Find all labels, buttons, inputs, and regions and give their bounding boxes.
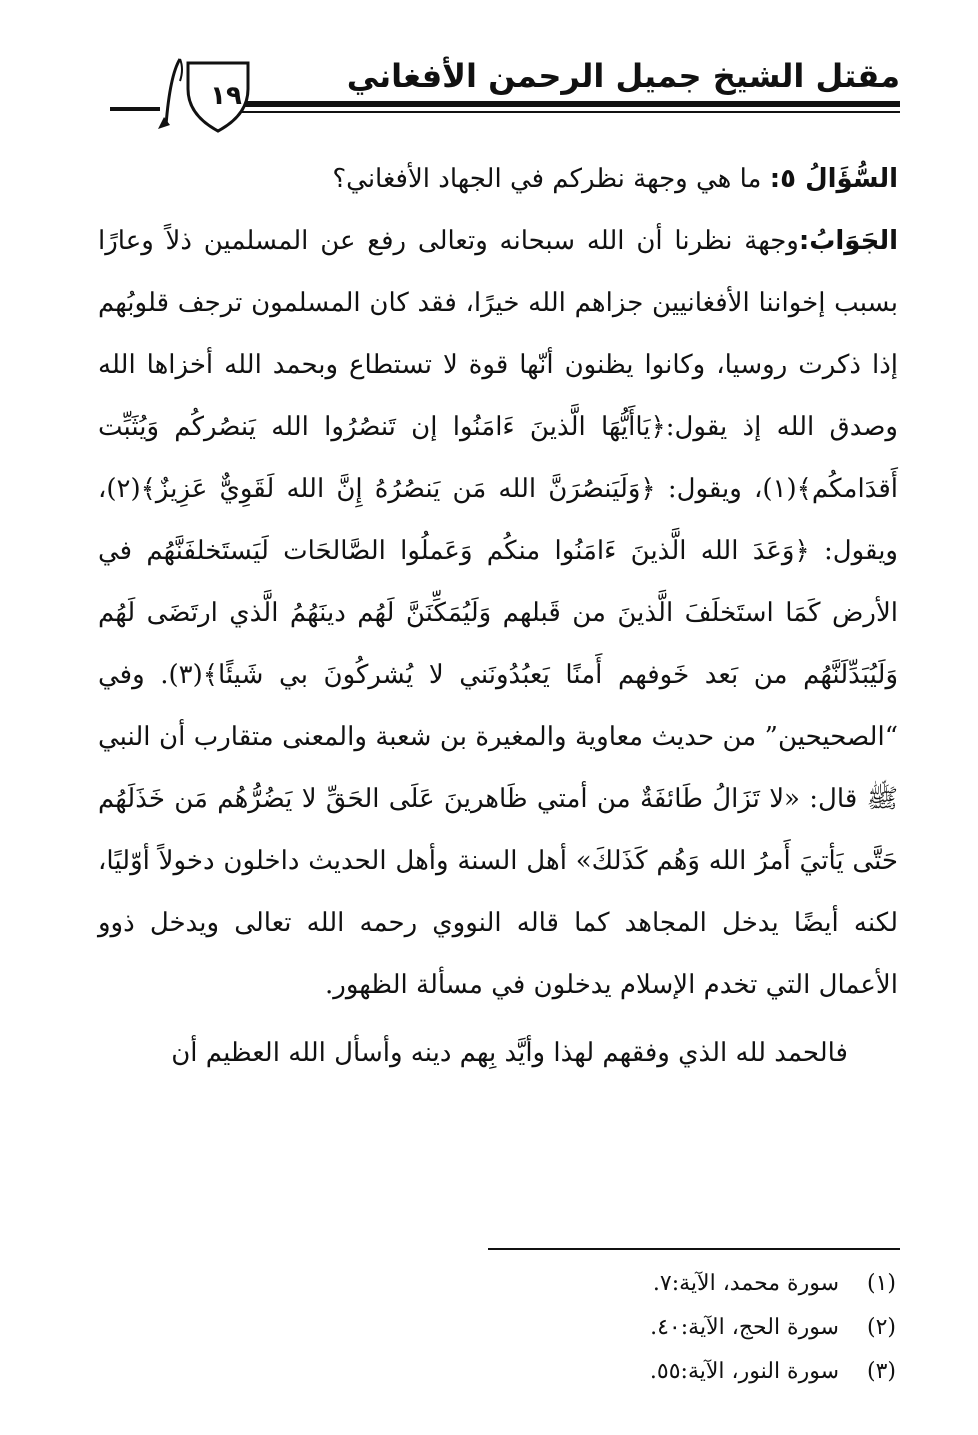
footnote-2: [196, 1306, 896, 1350]
page-number: ١٩: [210, 81, 242, 111]
footnote-3: [196, 1350, 896, 1394]
page-header: [110, 55, 900, 135]
footnote-text: سورة النور، الآية:٥٥.: [649, 1359, 839, 1384]
footnote-number: (٢): [866, 1315, 896, 1340]
page-body: [98, 148, 898, 1084]
question-paragraph: [98, 148, 898, 210]
page-number-badge: [140, 55, 250, 135]
question-text: ما هي وجهة نظركم في الجهاد الأفغاني؟: [332, 164, 762, 194]
footnote-1: [196, 1262, 896, 1306]
footnote-divider: [488, 1248, 900, 1250]
answer-text: وجهة نظرنا أن الله سبحانه وتعالى رفع عن المسلمين ذلاً وعارًا بسبب إخواننا الأفغانيين جزاهم الله خيرًا، فقد كان المسلمون ترجف قلوبُهم إذا ذكرت روسيا، وكانوا يظنون أنّها قوة لا تستطاع وبحمد الله أخزاها الله وصدق الله إذ يقول:﴿يَاأَيُّهَا الَّذينَ ءَامَنُوا إن تَنصُرُوا الله يَنصُركُم وَيُثَبِّت أَقدَامكُم﴾(١)، ويقول: ﴿وَلَيَنصُرَنَّ الله مَن يَنصُرُهُ إِنَّ الله لَقَوِيٌّ عَزِيزٌ﴾(٢)، ويقول: ﴿وَعَدَ الله الَّذينَ ءَامَنُوا منكُم وَعَملُوا الصَّالحَات لَيَستَخلفَنَّهُم في الأرض كَمَا استَخلَفَ الَّذينَ من قَبلهم وَلَيُمَكِّنَنَّ لَهُم دينَهُمُ الَّذي ارتَضَى لَهُم وَلَيُبَدِّلَنَّهُم من بَعد خَوفهم أَمنًا يَعبُدُونَني لا يُشركُونَ بي شَيئًا﴾(٣). وفي “الصحيحين” من حديث معاوية والمغيرة بن شعبة والمعنى متقارب أن النبي ﷺ قال: «لا تَزَالُ طَائفَةٌ من أمتي ظَاهرينَ عَلَى الحَقِّ لا يَضُرُّهُم مَن خَذَلَهُم حَتَّى يَأتيَ أَمرُ الله وَهُم كَذَلكَ» أهل السنة وأهل الحديث داخلون دخولاً أوّليًا، لكنه أيضًا يدخل المجاهد كما قاله النووي رحمه الله تعالى ويدخل ذوو الأعمال التي تخدم الإسلام يدخلون في مسألة الظهور.: [98, 226, 899, 1000]
closing-paragraph: فالحمد لله الذي وفقهم لهذا وأيَّد بِهم دينه وأسأل الله العظيم أن: [171, 1038, 848, 1068]
footnote-text: سورة محمد، الآية:٧.: [652, 1271, 839, 1296]
header-rule-thick: [240, 101, 900, 107]
book-title: مقتل الشيخ جميل الرحمن الأفغاني: [346, 57, 900, 95]
footnote-number: (١): [866, 1271, 896, 1296]
answer-paragraph: [98, 210, 898, 1016]
header-rule-thin: [240, 111, 900, 113]
answer-label: الجَوَابُ:: [798, 226, 898, 256]
footnotes: [196, 1262, 896, 1394]
question-label: السُّؤَالُ ٥:: [769, 164, 898, 194]
footnote-text: سورة الحج، الآية:٤٠.: [650, 1315, 839, 1340]
footnote-number: (٣): [866, 1359, 896, 1384]
